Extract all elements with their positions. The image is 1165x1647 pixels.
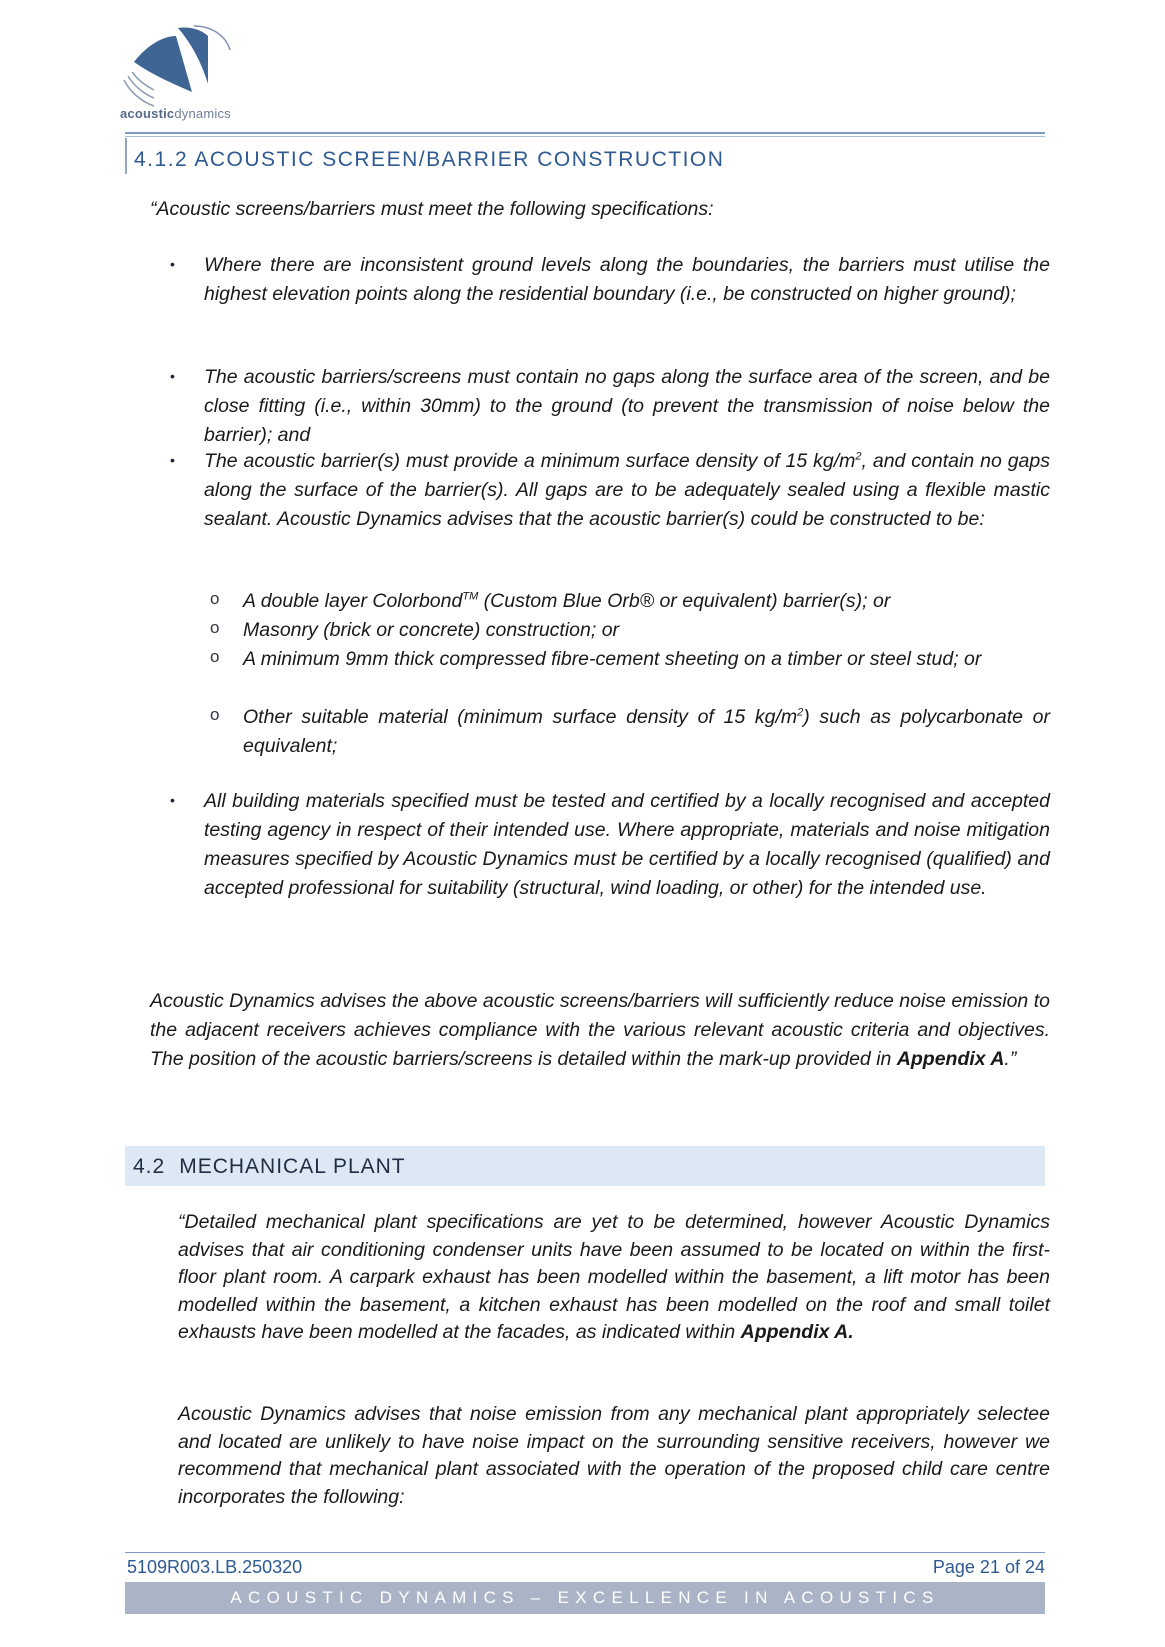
closing-paragraph: Acoustic Dynamics advises the above acoustic screens/barriers will sufficiently reduce noise emission to the adjacent receivers achieves compliance with the various relevant acoustic criteria and objectives. The position of the acoustic barriers/screens is detailed within the mark-up provided in Appendix A.” [150,990,1050,1070]
bullet-no-gaps: The acoustic barriers/screens must contain no gaps along the surface area of the screen, and be close fitting (i.e., within 30mm) to the ground (to prevent the transmission of noise below the barrier); and [204,366,1050,446]
bullet-building-materials: All building materials specified must be tested and certified by a locally recognised and accepted testing agency in respect of their intended use. Where appropriate, materials and noise mitigation measures specified by Acoustic Dynamics must be certified by a locally recognised (qualified) and accepted professional for suitability (structural, wind loading, or other) for the intended use. [204,790,1050,899]
header-rule-thin [125,136,1045,137]
document-reference: 5109R003.LB.250320 [127,1557,303,1577]
bullet-marker: • [170,792,175,808]
footer-rule [125,1552,1045,1553]
sub-bullet-marker: o [210,589,220,608]
sub-bullet-marker: o [210,705,220,724]
logo-wordmark: acousticdynamics [120,106,231,121]
sub-bullet-colorbond: A double layer Colorbond™ (Custom Blue Orb® or equivalent) barrier(s); or [243,590,891,612]
bullet-marker: • [170,256,175,272]
bullet-marker: • [170,368,175,384]
bullet-ground-levels: Where there are inconsistent ground levels along the boundaries, the barriers must utilise the highest elevation points along the residential boundary (i.e., be constructed on higher ground); [204,254,1050,305]
heading-accent-bar [125,138,127,174]
sub-bullet-fibre-cement: A minimum 9mm thick compressed fibre-cement sheeting on a timber or steel stud; or [243,648,982,670]
intro-paragraph: “Acoustic screens/barriers must meet the following specifications: [150,198,714,220]
company-logo [120,22,240,127]
mechanical-plant-paragraph: “Detailed mechanical plant specifications are yet to be determined, however Acoustic Dynamics advises that air conditioning condenser units have been assumed to be located on within the first-floor plant room. A carpark exhaust has been modelled within the basement, a lift motor has been modelled within the basement, a kitchen exhaust has been modelled on the roof and small toilet exhausts have been modelled at the facades, as indicated within Appendix A. [178,1211,1050,1343]
section-heading-4-1-2: 4.1.2 ACOUSTIC SCREEN/BARRIER CONSTRUCTION [134,148,725,171]
sub-bullet-marker: o [210,618,220,637]
sub-bullet-masonry: Masonry (brick or concrete) construction; or [243,619,620,641]
logo-sail-icon [120,22,240,112]
page-number: Page 21 of 24 [932,1557,1045,1577]
sub-bullet-other-material: Other suitable material (minimum surface density of 15 $kg/m^2$) such as polycarbonate or equivalent; [243,706,1050,757]
recommendation-paragraph: Acoustic Dynamics advises that noise emission from any mechanical plant appropriately selectee and located are unlikely to have noise impact on the surrounding sensitive receivers, however we recommend that mechanical plant associated with the operation of the proposed child care centre incorporates the following: [178,1403,1050,1508]
bullet-marker: • [170,452,175,468]
sub-bullet-marker: o [210,647,220,666]
section-heading-4-2: 4.2 MECHANICAL PLANT [133,1155,406,1178]
header-rule [125,132,1045,134]
footer-slogan: ACOUSTIC DYNAMICS – EXCELLENCE IN ACOUSTICS [230,1588,940,1607]
bullet-surface-density: The acoustic barrier(s) must provide a minimum surface density of 15 $kg/m^2$, and contain no gaps along the surface of the barrier(s). All gaps are to be adequately sealed using a flexible mastic sealant. Acoustic Dynamics advises that the acoustic barrier(s) could be constructed to be: [204,450,1050,530]
